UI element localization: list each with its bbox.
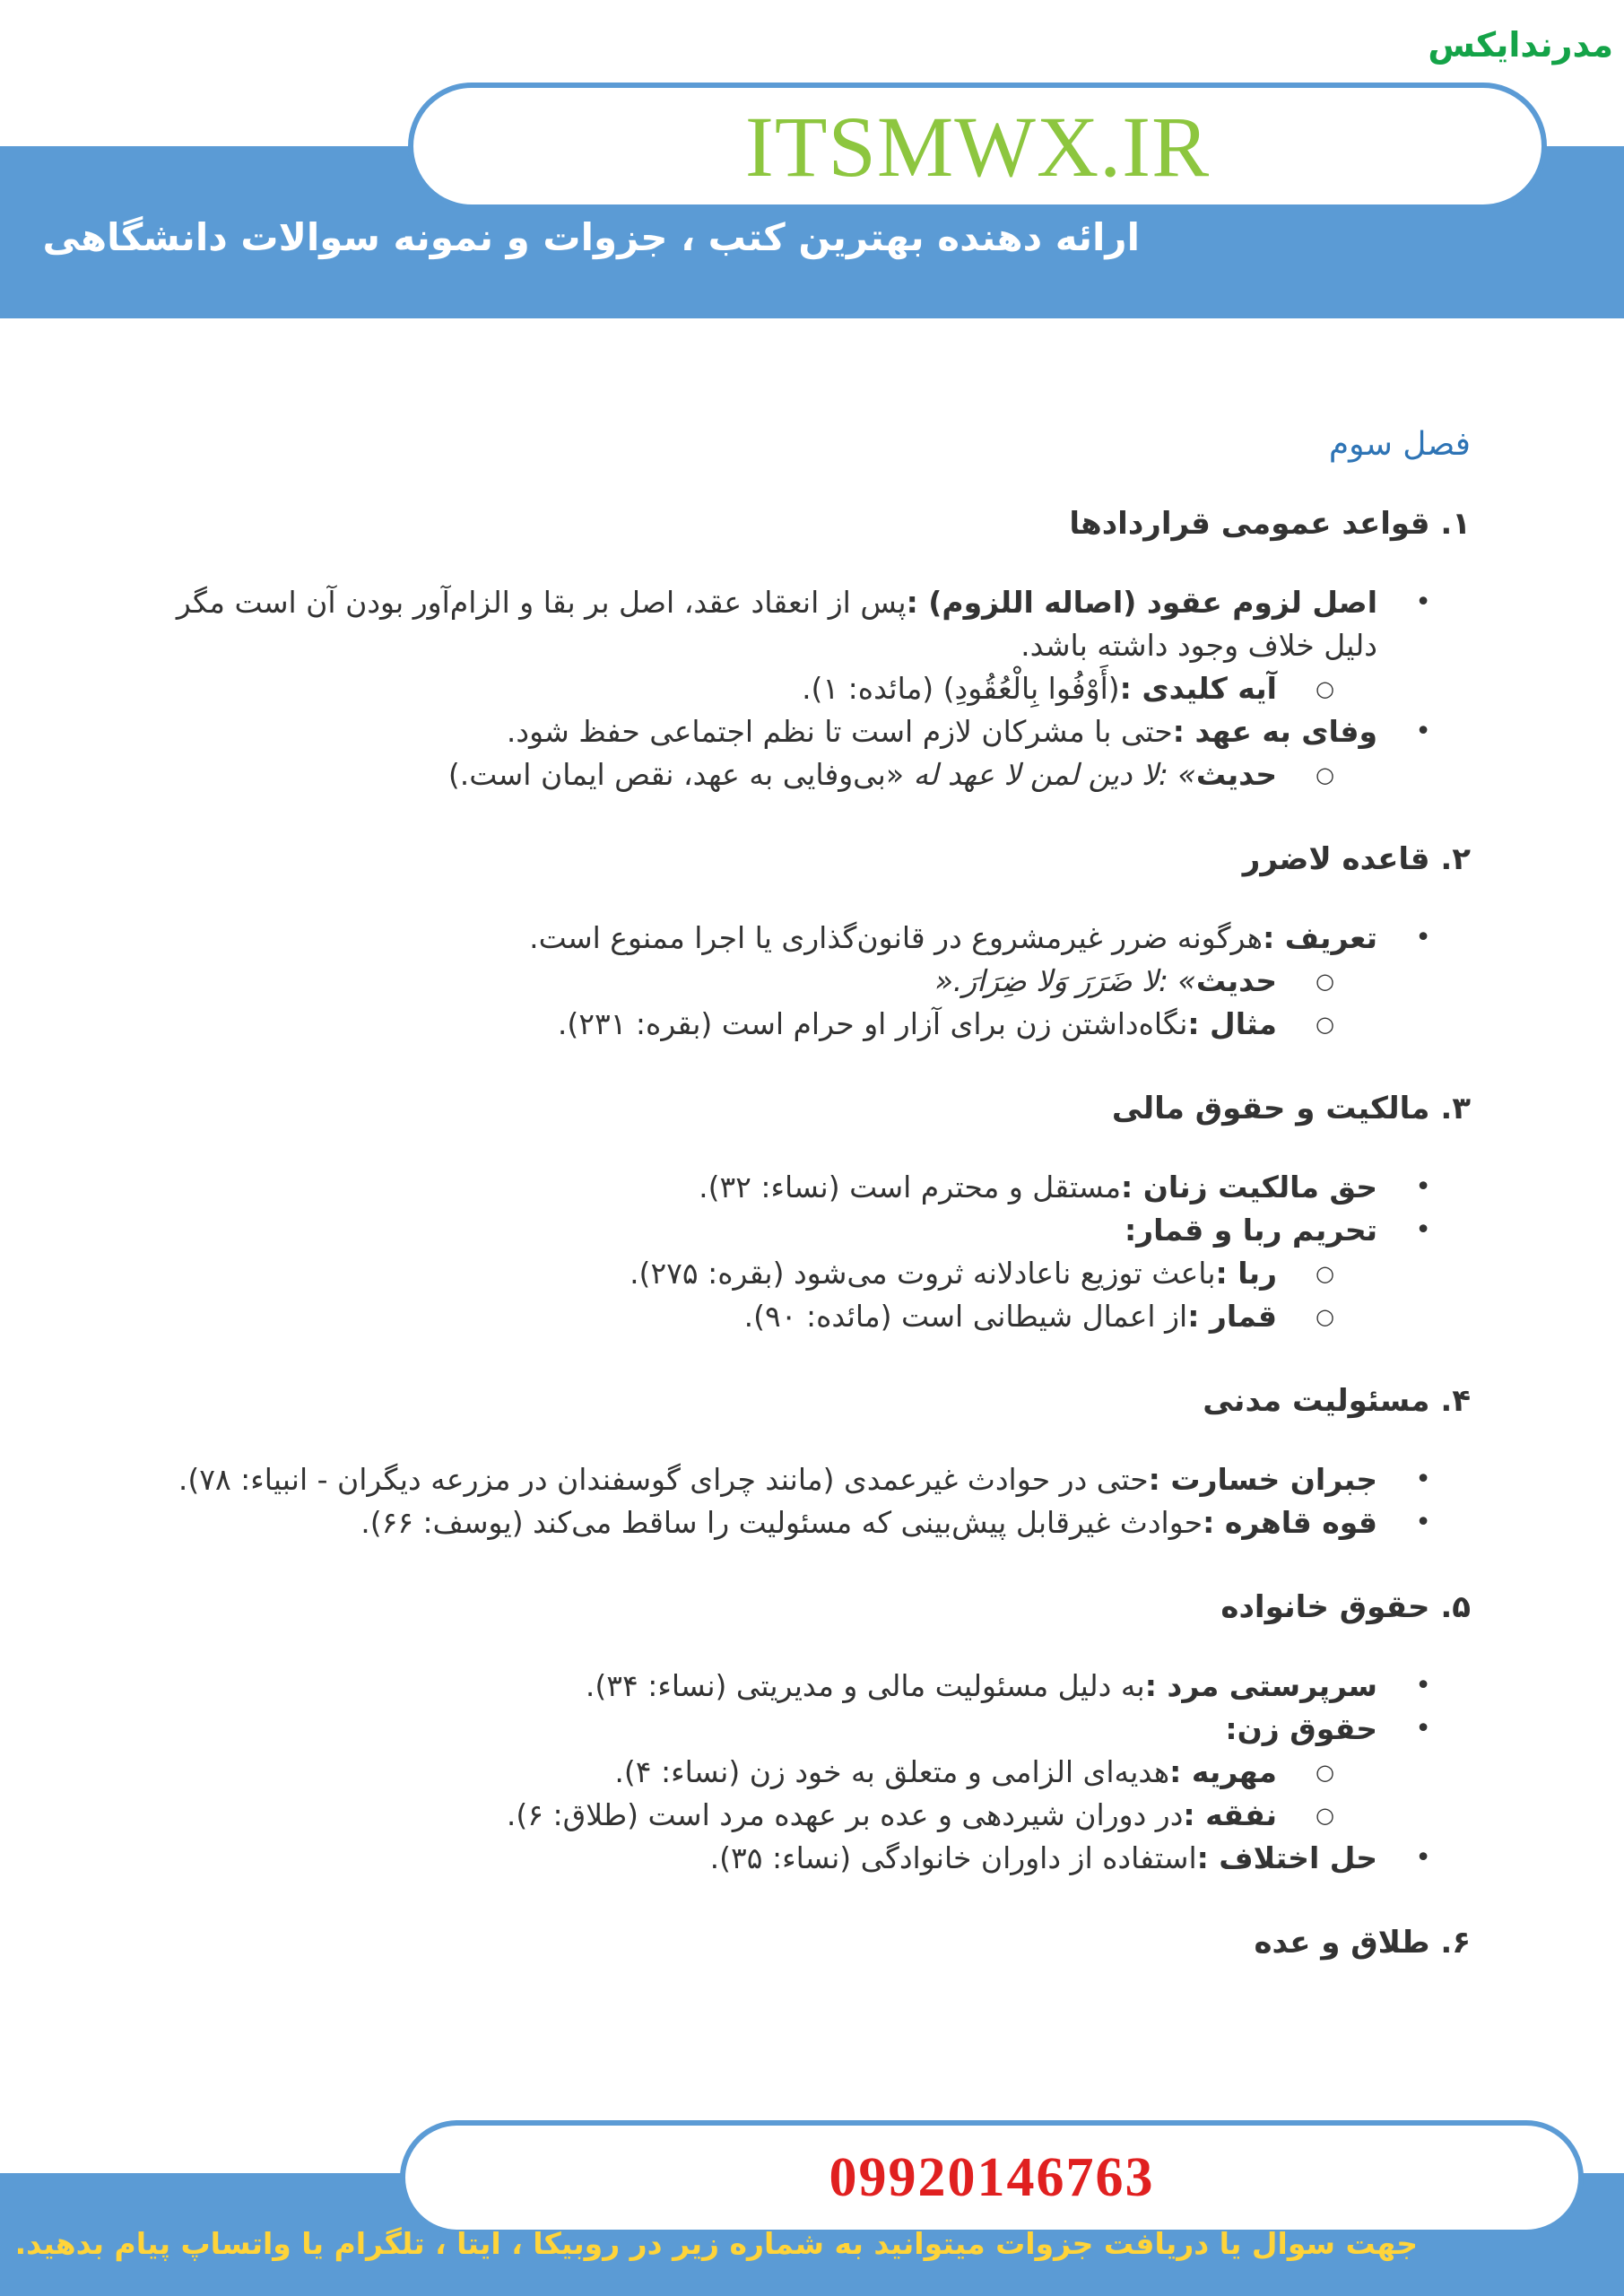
subitem-text: باعث توزیع ناعادلانه ثروت می‌شود (بقره: ۲۷۵). bbox=[630, 1256, 1216, 1291]
bullet-list bbox=[135, 1166, 1471, 1338]
list-item bbox=[135, 1665, 1377, 1708]
item-text: حتی با مشرکان لازم است تا نظم اجتماعی حفظ شود. bbox=[506, 714, 1173, 749]
item-label: حل اختلاف : bbox=[1196, 1840, 1377, 1875]
section-title-text: طلاق و عده bbox=[1254, 1925, 1430, 1961]
item-text: به دلیل مسئولیت مالی و مدیریتی (نساء: ۳۴). bbox=[585, 1668, 1145, 1703]
sub-list bbox=[135, 753, 1377, 796]
section-title-text: قواعد عمومی قراردادها bbox=[1069, 506, 1430, 542]
subitem-text: هدیه‌ای الزامی و متعلق به خود زن (نساء: ۴). bbox=[614, 1754, 1170, 1789]
site-url[interactable]: ITSMWX.IR bbox=[744, 98, 1211, 195]
item-text: حوادث غیرقابل پیش‌بینی که مسئولیت را ساقط می‌کند (یوسف: ۶۶). bbox=[360, 1505, 1203, 1540]
document-body bbox=[135, 413, 1471, 2018]
item-text: هرگونه ضرر غیرمشروع در قانون‌گذاری یا اجرا ممنوع است. bbox=[529, 920, 1264, 955]
brand-logo-text: مدرندایکس bbox=[1428, 25, 1613, 65]
sub-list bbox=[135, 667, 1377, 710]
bullet-list bbox=[135, 1665, 1471, 1880]
item-label: حقوق زن: bbox=[1225, 1711, 1377, 1746]
sub-list-item bbox=[135, 1252, 1277, 1295]
sub-list-item bbox=[135, 1751, 1277, 1794]
section-number: ۴. bbox=[1440, 1383, 1471, 1419]
sub-list-item bbox=[135, 1003, 1277, 1046]
list-item bbox=[135, 1708, 1377, 1837]
item-label: سرپرستی مرد : bbox=[1144, 1668, 1377, 1703]
subitem-text: «بی‌وفایی به عهد، نقص ایمان است.) bbox=[447, 757, 914, 792]
section-title bbox=[135, 1383, 1471, 1419]
subitem-text: در دوران شیردهی و عده بر عهده مرد است (طلاق: ۶). bbox=[506, 1797, 1184, 1832]
sub-list-item bbox=[135, 1794, 1277, 1837]
sub-list bbox=[135, 960, 1377, 1046]
section-number: ۱. bbox=[1440, 506, 1471, 542]
item-text: حتی در حوادث غیرعمدی (مانند چرای گوسفندان در مزرعه دیگران - انبیاء: ۷۸). bbox=[178, 1462, 1149, 1497]
item-label: اصل لزوم عقود (اصاله اللزوم) : bbox=[906, 585, 1377, 620]
bullet-list bbox=[135, 917, 1471, 1046]
sub-list bbox=[135, 1252, 1377, 1338]
sub-list bbox=[135, 1751, 1377, 1837]
item-label: قوه قاهره : bbox=[1203, 1505, 1377, 1540]
item-label: تعریف : bbox=[1263, 920, 1377, 955]
subitem-label: آیه کلیدی : bbox=[1119, 671, 1277, 706]
item-label: جبران خسارت : bbox=[1148, 1462, 1377, 1497]
subitem-text: نگاه‌داشتن زن برای آزار او حرام است (بقره: ۲۳۱). bbox=[557, 1006, 1188, 1041]
chapter-title: فصل سوم bbox=[1328, 426, 1471, 463]
section-number: ۳. bbox=[1440, 1091, 1471, 1126]
section-title-text: مالکیت و حقوق مالی bbox=[1111, 1091, 1430, 1126]
sections-container bbox=[135, 506, 1471, 2018]
sub-list-item bbox=[135, 753, 1277, 796]
subitem-label: ربا : bbox=[1215, 1256, 1277, 1291]
section-title-text: قاعده لاضرر bbox=[1242, 841, 1430, 877]
sub-list-item bbox=[135, 960, 1277, 1003]
section-title bbox=[135, 1925, 1471, 1961]
section-number: ۶. bbox=[1440, 1925, 1471, 1961]
subitem-label: مهریه : bbox=[1169, 1754, 1277, 1789]
list-item bbox=[135, 1458, 1377, 1501]
subitem-label: حدیث bbox=[1195, 757, 1277, 792]
contact-phone[interactable]: 09920146763 bbox=[829, 2146, 1155, 2208]
subitem-text: از اعمال شیطانی است (مائده: ۹۰). bbox=[743, 1299, 1188, 1334]
sub-list-item bbox=[135, 667, 1277, 710]
subitem-label: حدیث bbox=[1195, 963, 1277, 998]
bullet-list bbox=[135, 581, 1471, 796]
section-number: ۵. bbox=[1440, 1589, 1471, 1625]
footer-note: جهت سوال یا دریافت جزوات میتوانید به شماره زیر در روبیکا ، ایتا ، تلگرام یا واتساپ پیام بدهید. bbox=[14, 2226, 1418, 2261]
list-item bbox=[135, 917, 1377, 1046]
section-spacer bbox=[135, 2000, 1471, 2018]
list-item bbox=[135, 1837, 1377, 1880]
sub-list-item bbox=[135, 1295, 1277, 1338]
item-text: پس از انعقاد عقد، اصل بر بقا و الزام‌آور بودن آن است مگر دلیل خلاف وجود داشته باشد. bbox=[176, 585, 1377, 663]
list-item bbox=[135, 1166, 1377, 1209]
list-item bbox=[135, 581, 1377, 710]
section-number: ۲. bbox=[1440, 841, 1471, 877]
list-item bbox=[135, 1209, 1377, 1338]
section-title-text: مسئولیت مدنی bbox=[1203, 1383, 1430, 1419]
section-title-text: حقوق خانواده bbox=[1220, 1589, 1430, 1625]
subitem-label: مثال : bbox=[1187, 1006, 1277, 1041]
subitem-label: نفقه : bbox=[1183, 1797, 1277, 1832]
item-label: وفای به عهد : bbox=[1172, 714, 1377, 749]
item-label: حق مالکیت زنان : bbox=[1121, 1170, 1377, 1205]
list-item bbox=[135, 1501, 1377, 1544]
bullet-list bbox=[135, 1458, 1471, 1544]
section-title bbox=[135, 1589, 1471, 1625]
item-text: مستقل و محترم است (نساء: ۳۲). bbox=[699, 1170, 1122, 1205]
item-text: استفاده از داوران خانوادگی (نساء: ۳۵). bbox=[709, 1840, 1197, 1875]
item-label: تحریم ربا و قمار: bbox=[1124, 1213, 1377, 1248]
section-title bbox=[135, 1091, 1471, 1126]
list-item bbox=[135, 710, 1377, 796]
subitem-quote: » :لا ضَرَرَ وَلا ضِرَارَ.« bbox=[934, 963, 1196, 998]
header-tagline: ارائه دهنده بهترین کتب ، جزوات و نمونه سوالات دانشگاهی bbox=[42, 215, 1140, 259]
section-title bbox=[135, 841, 1471, 877]
subitem-text: (أَوْفُوا بِالْعُقُودِ) (مائده: ۱). bbox=[802, 671, 1120, 706]
section-title bbox=[135, 506, 1471, 542]
subitem-label: قمار : bbox=[1187, 1299, 1277, 1334]
subitem-quote: » :لا دین لمن لا عهد له bbox=[913, 757, 1196, 792]
